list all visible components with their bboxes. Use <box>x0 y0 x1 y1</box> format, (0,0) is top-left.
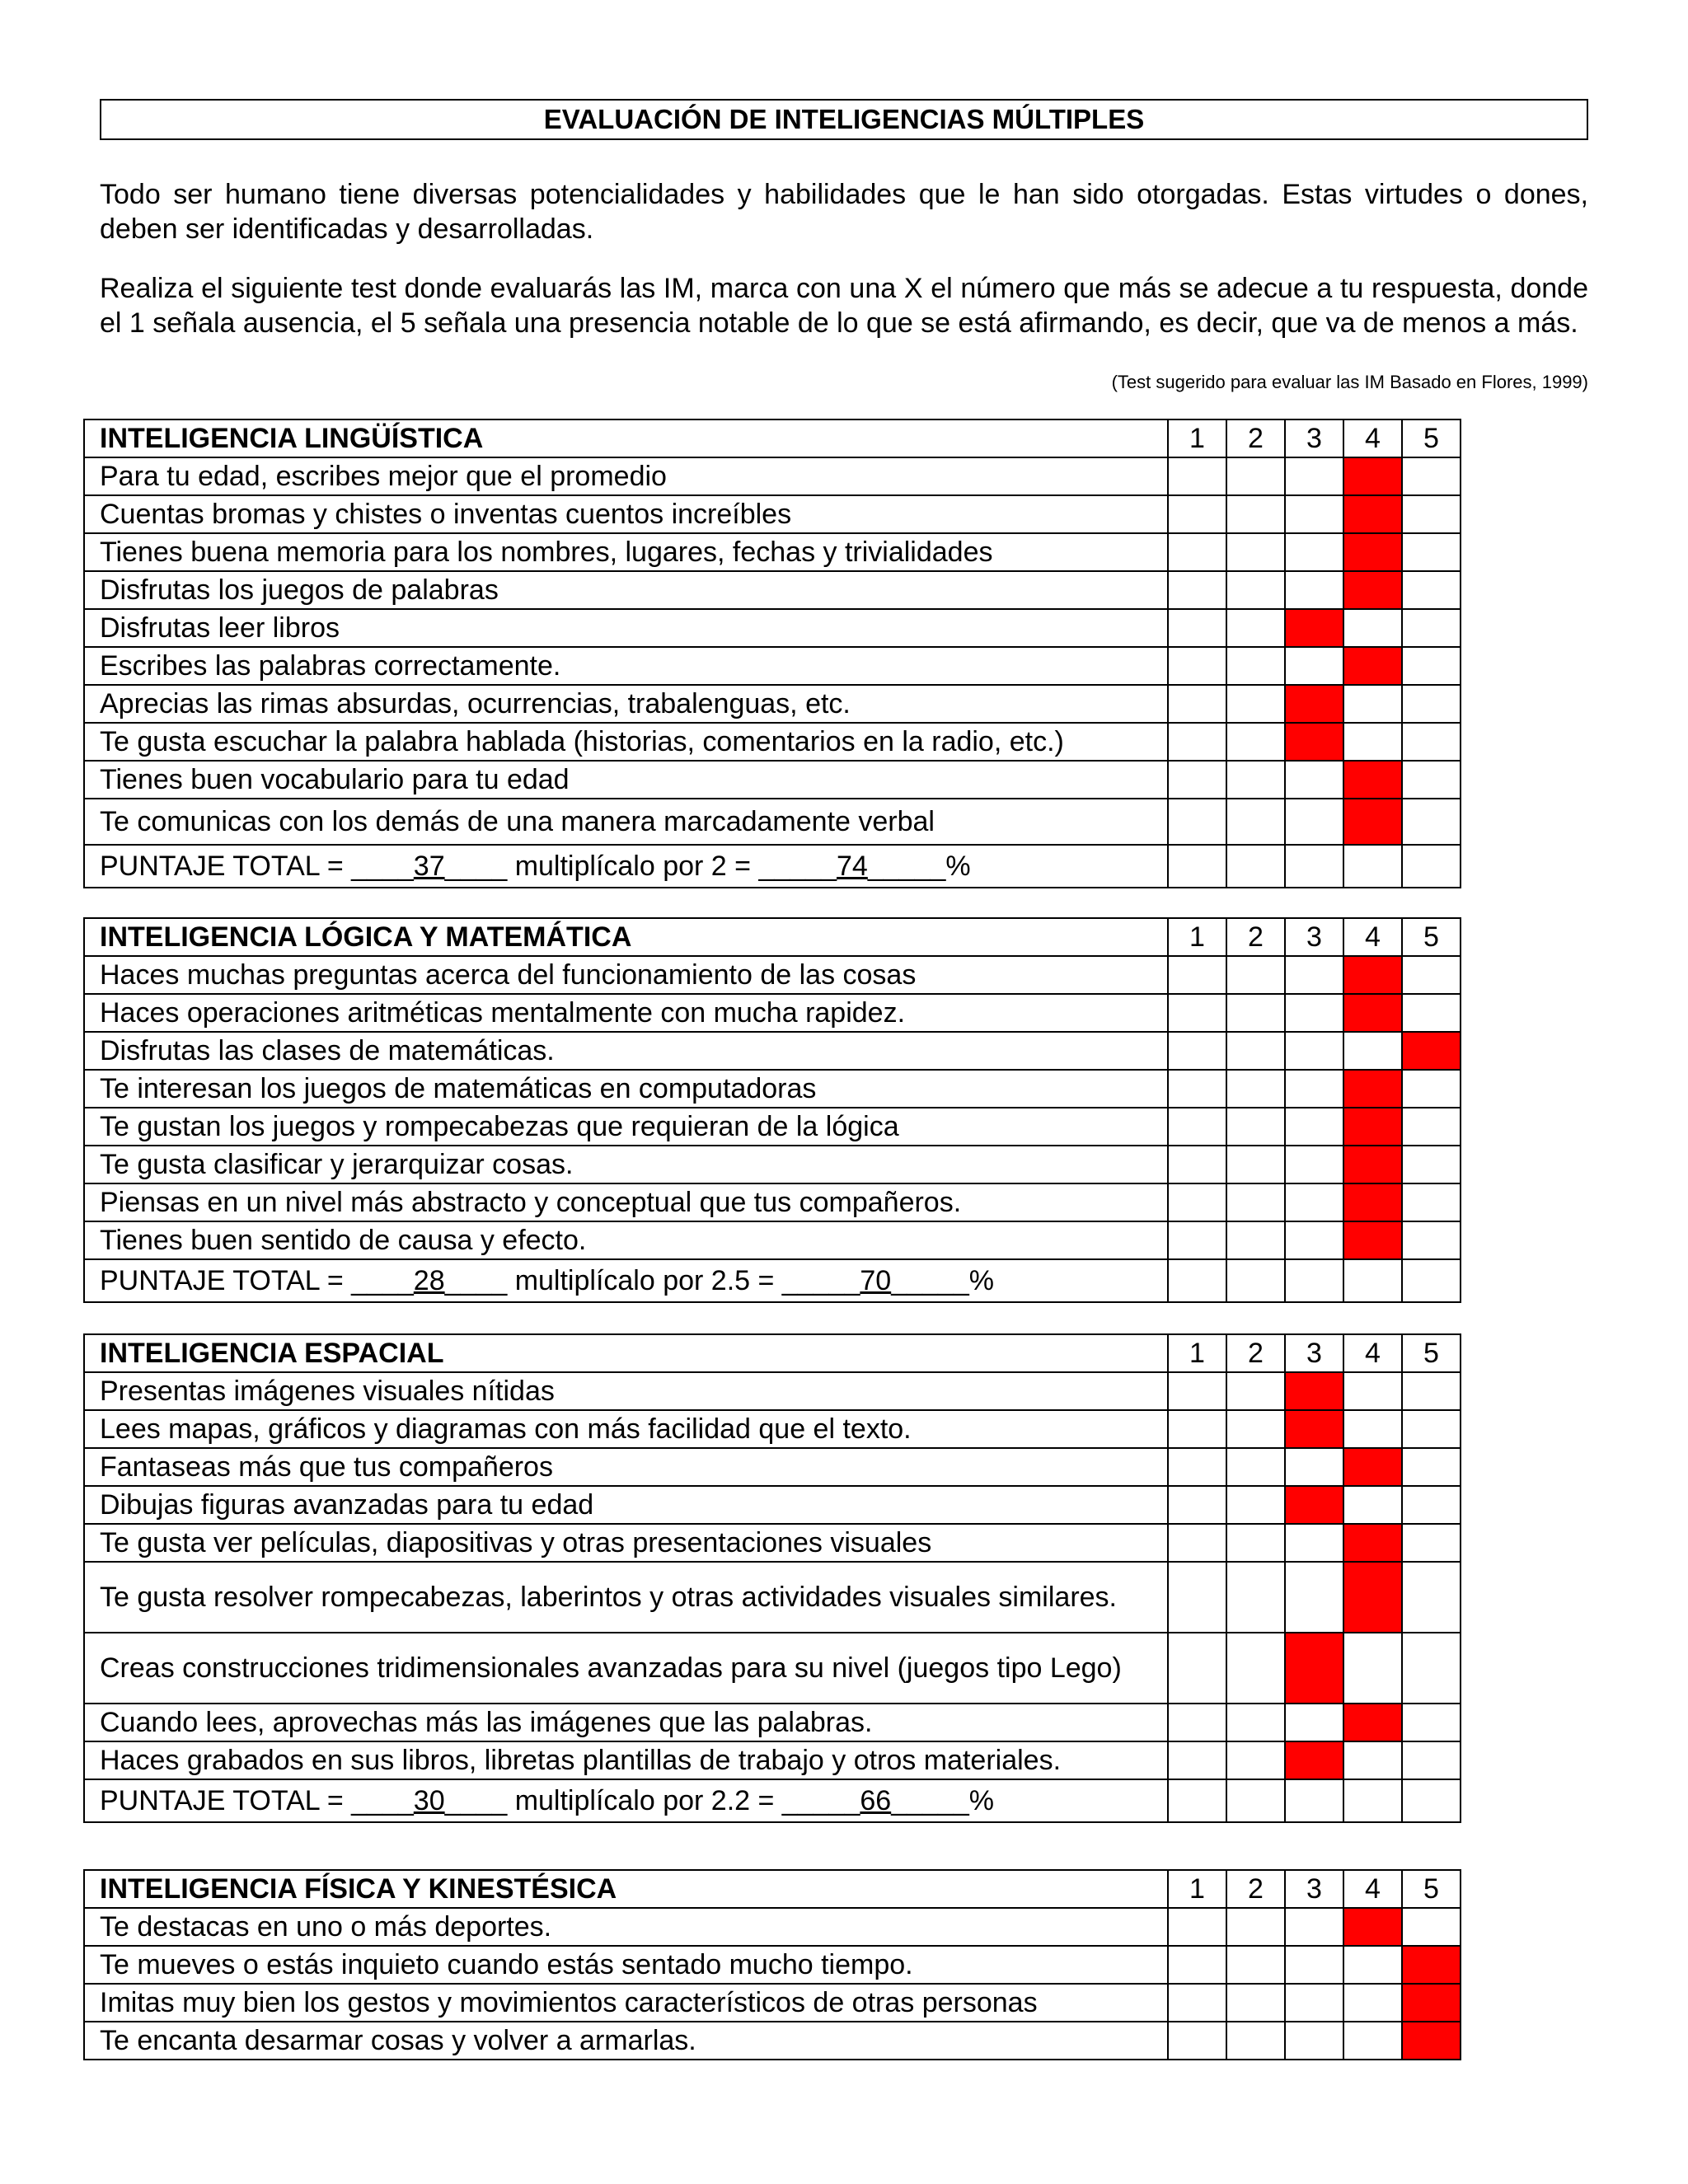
rating-cell-5[interactable] <box>1402 1633 1461 1704</box>
total-empty-cell <box>1343 1779 1402 1822</box>
rating-cell-2[interactable] <box>1226 495 1285 533</box>
statement-row <box>84 1410 1461 1448</box>
section-header-row <box>84 1870 1461 1908</box>
rating-cell-2[interactable] <box>1226 1486 1285 1524</box>
rating-cell-3[interactable] <box>1285 533 1343 571</box>
document-title: EVALUACIÓN DE INTELIGENCIAS MÚLTIPLES <box>100 99 1588 140</box>
statement-row <box>84 533 1461 571</box>
statement-text: Fantaseas más que tus compañeros <box>84 1448 1168 1486</box>
rating-cell-2[interactable] <box>1226 723 1285 761</box>
rating-cell-1[interactable] <box>1168 1183 1226 1221</box>
scale-header-1: 1 <box>1168 419 1226 457</box>
statement-text: Tienes buen sentido de causa y efecto. <box>84 1221 1168 1259</box>
rating-cell-2[interactable] <box>1226 533 1285 571</box>
rating-cell-1[interactable] <box>1168 571 1226 609</box>
rating-cell-5[interactable] <box>1402 1562 1461 1633</box>
statement-text: Te interesan los juegos de matemáticas en computadoras <box>84 1070 1168 1108</box>
rating-cell-1[interactable] <box>1168 956 1226 994</box>
statement-text: Tienes buen vocabulario para tu edad <box>84 761 1168 799</box>
rating-cell-4-marked[interactable] <box>1343 647 1402 685</box>
total-empty-cell <box>1168 1779 1226 1822</box>
rating-cell-2[interactable] <box>1226 647 1285 685</box>
statement-text: Haces grabados en sus libros, libretas plantillas de trabajo y otros materiales. <box>84 1741 1168 1779</box>
rating-cell-4[interactable] <box>1343 1984 1402 2022</box>
section-heading: INTELIGENCIA ESPACIAL <box>84 1334 1168 1372</box>
total-empty-cell <box>1226 1259 1285 1302</box>
rating-cell-4[interactable] <box>1343 1032 1402 1070</box>
rating-cell-2[interactable] <box>1226 799 1285 845</box>
total-multiplier-text: ____ multiplícalo por 2.2 = _____ <box>444 1785 860 1816</box>
statement-text: Dibujas figuras avanzadas para tu edad <box>84 1486 1168 1524</box>
rating-cell-1[interactable] <box>1168 1221 1226 1259</box>
citation: (Test sugerido para evaluar las IM Basado en Flores, 1999) <box>1111 372 1588 392</box>
statement-text: Aprecias las rimas absurdas, ocurrencias, trabalenguas, etc. <box>84 685 1168 723</box>
statement-row <box>84 761 1461 799</box>
statement-row <box>84 1704 1461 1741</box>
scale-header-3: 3 <box>1285 1334 1343 1372</box>
total-score-value: 37 <box>413 851 445 882</box>
statement-row <box>84 1108 1461 1146</box>
rating-cell-2[interactable] <box>1226 609 1285 647</box>
rating-cell-4-marked[interactable] <box>1343 994 1402 1032</box>
rating-cell-4-marked[interactable] <box>1343 533 1402 571</box>
rating-cell-2[interactable] <box>1226 1984 1285 2022</box>
rating-cell-4[interactable] <box>1343 1410 1402 1448</box>
rating-cell-1[interactable] <box>1168 1704 1226 1741</box>
rating-cell-1[interactable] <box>1168 1741 1226 1779</box>
rating-cell-5[interactable] <box>1402 761 1461 799</box>
rating-cell-5[interactable] <box>1402 1704 1461 1741</box>
rating-cell-3[interactable] <box>1285 1221 1343 1259</box>
rating-cell-4-marked[interactable] <box>1343 1524 1402 1562</box>
instructions-paragraph: Realiza el siguiente test donde evaluarás las IM, marca con una X el número que más se adecue a tu respuesta, donde el 1 señala ausencia, el 5 señala una presencia notable de lo que se está afirmando, es decir, que va de menos a más. <box>100 273 1588 339</box>
rating-cell-4[interactable] <box>1343 609 1402 647</box>
rating-cell-1[interactable] <box>1168 2022 1226 2060</box>
rating-cell-4[interactable] <box>1343 723 1402 761</box>
rating-cell-4-marked[interactable] <box>1343 1704 1402 1741</box>
section-heading: INTELIGENCIA LÓGICA Y MATEMÁTICA <box>84 918 1168 956</box>
statement-row <box>84 647 1461 685</box>
percent-value: 70 <box>860 1265 892 1296</box>
rating-cell-3-marked[interactable] <box>1285 609 1343 647</box>
statement-text: Disfrutas leer libros <box>84 609 1168 647</box>
section-heading: INTELIGENCIA FÍSICA Y KINESTÉSICA <box>84 1870 1168 1908</box>
statement-text: Imitas muy bien los gestos y movimientos característicos de otras personas <box>84 1984 1168 2022</box>
statement-row <box>84 685 1461 723</box>
statement-text: Presentas imágenes visuales nítidas <box>84 1372 1168 1410</box>
scale-header-5: 5 <box>1402 918 1461 956</box>
statement-text: Disfrutas las clases de matemáticas. <box>84 1032 1168 1070</box>
total-empty-cell <box>1285 845 1343 888</box>
scale-header-3: 3 <box>1285 419 1343 457</box>
rating-cell-1[interactable] <box>1168 609 1226 647</box>
section-header-row <box>84 419 1461 457</box>
section-header-row <box>84 1334 1461 1372</box>
rating-cell-3-marked[interactable] <box>1285 1486 1343 1524</box>
percent-suffix: _____% <box>891 1785 994 1816</box>
total-empty-cell <box>1226 845 1285 888</box>
rating-cell-2[interactable] <box>1226 685 1285 723</box>
rating-cell-4-marked[interactable] <box>1343 1221 1402 1259</box>
scale-header-2: 2 <box>1226 1334 1285 1372</box>
total-empty-cell <box>1343 1259 1402 1302</box>
rating-cell-5[interactable] <box>1402 1183 1461 1221</box>
rating-cell-3-marked[interactable] <box>1285 685 1343 723</box>
statement-text: Cuando lees, aprovechas más las imágenes que las palabras. <box>84 1704 1168 1741</box>
rating-cell-3-marked[interactable] <box>1285 723 1343 761</box>
rating-cell-1[interactable] <box>1168 685 1226 723</box>
rating-cell-5[interactable] <box>1402 799 1461 845</box>
rating-cell-3[interactable] <box>1285 994 1343 1032</box>
rating-cell-4[interactable] <box>1343 1486 1402 1524</box>
rating-cell-4-marked[interactable] <box>1343 495 1402 533</box>
rating-cell-1[interactable] <box>1168 1410 1226 1448</box>
statement-row <box>84 609 1461 647</box>
rating-cell-5[interactable] <box>1402 685 1461 723</box>
total-empty-cell <box>1402 1259 1461 1302</box>
statement-row <box>84 1946 1461 1984</box>
rating-cell-4-marked[interactable] <box>1343 1146 1402 1183</box>
total-score-value: 30 <box>413 1785 445 1816</box>
total-prefix: PUNTAJE TOTAL = ____ <box>100 851 414 882</box>
statement-row <box>84 1524 1461 1562</box>
statement-text: Te comunicas con los demás de una manera marcadamente verbal <box>84 799 1168 845</box>
statement-text: Te gusta clasificar y jerarquizar cosas. <box>84 1146 1168 1183</box>
total-score-line <box>84 1779 1168 1822</box>
scale-header-1: 1 <box>1168 1870 1226 1908</box>
total-prefix: PUNTAJE TOTAL = ____ <box>100 1265 414 1296</box>
rating-cell-1[interactable] <box>1168 1946 1226 1984</box>
rating-cell-1[interactable] <box>1168 1448 1226 1486</box>
rating-cell-2[interactable] <box>1226 1741 1285 1779</box>
rating-cell-2[interactable] <box>1226 1070 1285 1108</box>
rating-cell-1[interactable] <box>1168 1633 1226 1704</box>
scale-header-5: 5 <box>1402 419 1461 457</box>
rating-cell-1[interactable] <box>1168 1108 1226 1146</box>
rating-cell-4-marked[interactable] <box>1343 1908 1402 1946</box>
percent-suffix: _____% <box>891 1265 994 1296</box>
rating-cell-1[interactable] <box>1168 1908 1226 1946</box>
statement-row <box>84 1146 1461 1183</box>
total-empty-cell <box>1343 845 1402 888</box>
total-empty-cell <box>1285 1259 1343 1302</box>
rating-cell-2[interactable] <box>1226 994 1285 1032</box>
rating-cell-2[interactable] <box>1226 761 1285 799</box>
rating-cell-4-marked[interactable] <box>1343 1108 1402 1146</box>
scale-header-4: 4 <box>1343 1334 1402 1372</box>
rating-cell-2[interactable] <box>1226 1908 1285 1946</box>
statement-row <box>84 1183 1461 1221</box>
rating-cell-5-marked[interactable] <box>1402 1984 1461 2022</box>
total-multiplier-text: ____ multiplícalo por 2 = _____ <box>444 851 837 882</box>
statement-text: Cuentas bromas y chistes o inventas cuentos increíbles <box>84 495 1168 533</box>
rating-cell-3-marked[interactable] <box>1285 1372 1343 1410</box>
rating-cell-1[interactable] <box>1168 647 1226 685</box>
rating-cell-5-marked[interactable] <box>1402 1032 1461 1070</box>
statement-text: Escribes las palabras correctamente. <box>84 647 1168 685</box>
percent-value: 66 <box>860 1785 892 1816</box>
total-empty-cell <box>1226 1779 1285 1822</box>
statement-text: Te gustan los juegos y rompecabezas que requieran de la lógica <box>84 1108 1168 1146</box>
rating-cell-3-marked[interactable] <box>1285 1410 1343 1448</box>
statement-row <box>84 956 1461 994</box>
total-multiplier-text: ____ multiplícalo por 2.5 = _____ <box>444 1265 860 1296</box>
percent-suffix: _____% <box>867 851 971 882</box>
rating-cell-1[interactable] <box>1168 1146 1226 1183</box>
total-prefix: PUNTAJE TOTAL = ____ <box>100 1785 414 1816</box>
rating-cell-5[interactable] <box>1402 1908 1461 1946</box>
rating-cell-3[interactable] <box>1285 1704 1343 1741</box>
rating-cell-1[interactable] <box>1168 994 1226 1032</box>
rating-cell-4[interactable] <box>1343 1946 1402 1984</box>
statement-row <box>84 1908 1461 1946</box>
statement-row <box>84 1984 1461 2022</box>
total-score-line <box>84 1259 1168 1302</box>
rating-cell-3[interactable] <box>1285 1070 1343 1108</box>
rating-cell-3[interactable] <box>1285 1448 1343 1486</box>
statement-text: Te gusta ver películas, diapositivas y otras presentaciones visuales <box>84 1524 1168 1562</box>
rating-cell-3[interactable] <box>1285 761 1343 799</box>
rating-cell-1[interactable] <box>1168 1032 1226 1070</box>
rating-cell-4-marked[interactable] <box>1343 1562 1402 1633</box>
total-empty-cell <box>1285 1779 1343 1822</box>
rating-cell-2[interactable] <box>1226 1448 1285 1486</box>
statement-row <box>84 495 1461 533</box>
rating-cell-3[interactable] <box>1285 1946 1343 1984</box>
rating-cell-2[interactable] <box>1226 1372 1285 1410</box>
rating-cell-2[interactable] <box>1226 1221 1285 1259</box>
kinesthetic-intelligence-table <box>83 1869 1461 2060</box>
rating-cell-3[interactable] <box>1285 1146 1343 1183</box>
total-row <box>84 845 1461 888</box>
statement-text: Piensas en un nivel más abstracto y conceptual que tus compañeros. <box>84 1183 1168 1221</box>
rating-cell-4[interactable] <box>1343 685 1402 723</box>
rating-cell-3[interactable] <box>1285 799 1343 845</box>
rating-cell-1[interactable] <box>1168 1486 1226 1524</box>
rating-cell-2[interactable] <box>1226 1524 1285 1562</box>
rating-cell-1[interactable] <box>1168 1070 1226 1108</box>
statement-text: Disfrutas los juegos de palabras <box>84 571 1168 609</box>
total-row <box>84 1259 1461 1302</box>
logical-math-intelligence-table <box>83 917 1461 1303</box>
scale-header-2: 2 <box>1226 1870 1285 1908</box>
rating-cell-2[interactable] <box>1226 1183 1285 1221</box>
rating-cell-5[interactable] <box>1402 1524 1461 1562</box>
rating-cell-2[interactable] <box>1226 956 1285 994</box>
rating-cell-4-marked[interactable] <box>1343 1448 1402 1486</box>
rating-cell-5[interactable] <box>1402 1486 1461 1524</box>
rating-cell-5[interactable] <box>1402 1410 1461 1448</box>
rating-cell-3[interactable] <box>1285 647 1343 685</box>
rating-cell-3[interactable] <box>1285 1183 1343 1221</box>
rating-cell-1[interactable] <box>1168 1372 1226 1410</box>
rating-cell-2[interactable] <box>1226 1704 1285 1741</box>
rating-cell-3[interactable] <box>1285 1524 1343 1562</box>
rating-cell-2[interactable] <box>1226 2022 1285 2060</box>
statement-row <box>84 1741 1461 1779</box>
statement-row <box>84 1372 1461 1410</box>
rating-cell-5-marked[interactable] <box>1402 2022 1461 2060</box>
rating-cell-1[interactable] <box>1168 761 1226 799</box>
statement-row <box>84 723 1461 761</box>
scale-header-3: 3 <box>1285 1870 1343 1908</box>
rating-cell-3[interactable] <box>1285 571 1343 609</box>
rating-cell-5[interactable] <box>1402 533 1461 571</box>
rating-cell-3[interactable] <box>1285 457 1343 495</box>
scale-header-2: 2 <box>1226 918 1285 956</box>
statement-row <box>84 2022 1461 2060</box>
total-empty-cell <box>1402 845 1461 888</box>
rating-cell-3[interactable] <box>1285 2022 1343 2060</box>
intro-paragraph: Todo ser humano tiene diversas potencialidades y habilidades que le han sido otorgadas. Estas virtudes o dones, deben ser identificadas y desarrolladas. <box>100 179 1588 245</box>
scale-header-5: 5 <box>1402 1334 1461 1372</box>
rating-cell-2[interactable] <box>1226 1108 1285 1146</box>
rating-cell-4[interactable] <box>1343 2022 1402 2060</box>
statement-row <box>84 1221 1461 1259</box>
rating-cell-1[interactable] <box>1168 723 1226 761</box>
statement-text: Lees mapas, gráficos y diagramas con más facilidad que el texto. <box>84 1410 1168 1448</box>
total-row <box>84 1779 1461 1822</box>
rating-cell-4-marked[interactable] <box>1343 956 1402 994</box>
rating-cell-2[interactable] <box>1226 1562 1285 1633</box>
scale-header-3: 3 <box>1285 918 1343 956</box>
rating-cell-2[interactable] <box>1226 1032 1285 1070</box>
rating-cell-3[interactable] <box>1285 1984 1343 2022</box>
rating-cell-4-marked[interactable] <box>1343 799 1402 845</box>
rating-cell-5[interactable] <box>1402 1070 1461 1108</box>
statement-row <box>84 1032 1461 1070</box>
rating-cell-2[interactable] <box>1226 1633 1285 1704</box>
statement-text: Para tu edad, escribes mejor que el promedio <box>84 457 1168 495</box>
scale-header-2: 2 <box>1226 419 1285 457</box>
rating-cell-3[interactable] <box>1285 1562 1343 1633</box>
scale-header-4: 4 <box>1343 419 1402 457</box>
rating-cell-4[interactable] <box>1343 1633 1402 1704</box>
statement-text: Haces operaciones aritméticas mentalmente con mucha rapidez. <box>84 994 1168 1032</box>
statement-row <box>84 1562 1461 1633</box>
rating-cell-5[interactable] <box>1402 1221 1461 1259</box>
total-empty-cell <box>1402 1779 1461 1822</box>
rating-cell-2[interactable] <box>1226 1146 1285 1183</box>
rating-cell-5[interactable] <box>1402 1372 1461 1410</box>
statement-text: Tienes buena memoria para los nombres, lugares, fechas y trivialidades <box>84 533 1168 571</box>
scale-header-4: 4 <box>1343 1870 1402 1908</box>
rating-cell-4-marked[interactable] <box>1343 571 1402 609</box>
rating-cell-1[interactable] <box>1168 533 1226 571</box>
rating-cell-4-marked[interactable] <box>1343 457 1402 495</box>
statement-text: Te gusta resolver rompecabezas, laberintos y otras actividades visuales similares. <box>84 1562 1168 1633</box>
rating-cell-3-marked[interactable] <box>1285 1633 1343 1704</box>
rating-cell-5-marked[interactable] <box>1402 1946 1461 1984</box>
rating-cell-1[interactable] <box>1168 1524 1226 1562</box>
rating-cell-4-marked[interactable] <box>1343 761 1402 799</box>
rating-cell-2[interactable] <box>1226 457 1285 495</box>
rating-cell-5[interactable] <box>1402 994 1461 1032</box>
rating-cell-2[interactable] <box>1226 571 1285 609</box>
rating-cell-3-marked[interactable] <box>1285 1741 1343 1779</box>
scale-header-5: 5 <box>1402 1870 1461 1908</box>
statement-text: Te gusta escuchar la palabra hablada (historias, comentarios en la radio, etc.) <box>84 723 1168 761</box>
rating-cell-1[interactable] <box>1168 1984 1226 2022</box>
total-empty-cell <box>1168 845 1226 888</box>
statement-row <box>84 1070 1461 1108</box>
rating-cell-1[interactable] <box>1168 1562 1226 1633</box>
section-heading: INTELIGENCIA LINGÜÍSTICA <box>84 419 1168 457</box>
statement-row <box>84 571 1461 609</box>
rating-cell-5[interactable] <box>1402 1108 1461 1146</box>
rating-cell-1[interactable] <box>1168 457 1226 495</box>
rating-cell-1[interactable] <box>1168 799 1226 845</box>
rating-cell-5[interactable] <box>1402 723 1461 761</box>
rating-cell-5[interactable] <box>1402 1146 1461 1183</box>
scale-header-4: 4 <box>1343 918 1402 956</box>
statement-row <box>84 994 1461 1032</box>
rating-cell-3[interactable] <box>1285 495 1343 533</box>
spatial-intelligence-table <box>83 1333 1461 1823</box>
statement-text: Creas construcciones tridimensionales avanzadas para su nivel (juegos tipo Lego) <box>84 1633 1168 1704</box>
rating-cell-5[interactable] <box>1402 495 1461 533</box>
rating-cell-3[interactable] <box>1285 1108 1343 1146</box>
statement-text: Haces muchas preguntas acerca del funcionamiento de las cosas <box>84 956 1168 994</box>
rating-cell-3[interactable] <box>1285 1032 1343 1070</box>
total-empty-cell <box>1168 1259 1226 1302</box>
rating-cell-5[interactable] <box>1402 571 1461 609</box>
rating-cell-5[interactable] <box>1402 457 1461 495</box>
rating-cell-5[interactable] <box>1402 647 1461 685</box>
rating-cell-2[interactable] <box>1226 1410 1285 1448</box>
scale-header-1: 1 <box>1168 1334 1226 1372</box>
rating-cell-3[interactable] <box>1285 1908 1343 1946</box>
section-header-row <box>84 918 1461 956</box>
statement-text: Te mueves o estás inquieto cuando estás sentado mucho tiempo. <box>84 1946 1168 1984</box>
rating-cell-4-marked[interactable] <box>1343 1070 1402 1108</box>
rating-cell-4[interactable] <box>1343 1741 1402 1779</box>
total-score-value: 28 <box>413 1265 445 1296</box>
statement-row <box>84 799 1461 845</box>
scale-header-1: 1 <box>1168 918 1226 956</box>
rating-cell-5[interactable] <box>1402 609 1461 647</box>
total-score-line <box>84 845 1168 888</box>
rating-cell-3[interactable] <box>1285 956 1343 994</box>
statement-row <box>84 457 1461 495</box>
rating-cell-1[interactable] <box>1168 495 1226 533</box>
rating-cell-4-marked[interactable] <box>1343 1183 1402 1221</box>
rating-cell-5[interactable] <box>1402 1741 1461 1779</box>
statement-text: Te destacas en uno o más deportes. <box>84 1908 1168 1946</box>
rating-cell-2[interactable] <box>1226 1946 1285 1984</box>
percent-value: 74 <box>837 851 868 882</box>
linguistic-intelligence-table <box>83 419 1461 888</box>
rating-cell-4[interactable] <box>1343 1372 1402 1410</box>
statement-row <box>84 1448 1461 1486</box>
rating-cell-5[interactable] <box>1402 1448 1461 1486</box>
rating-cell-5[interactable] <box>1402 956 1461 994</box>
statement-row <box>84 1633 1461 1704</box>
statement-text: Te encanta desarmar cosas y volver a armarlas. <box>84 2022 1168 2060</box>
statement-row <box>84 1486 1461 1524</box>
